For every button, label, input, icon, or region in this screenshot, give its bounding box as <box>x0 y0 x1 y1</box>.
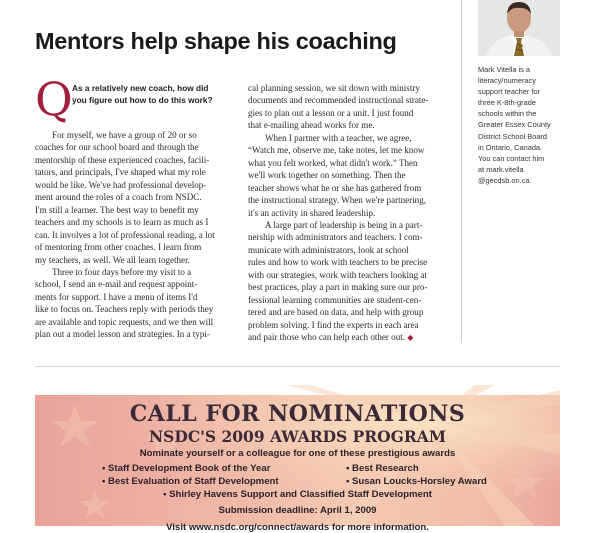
body-line-last <box>248 331 444 344</box>
body-line: municate with administrators, look at school <box>248 244 409 255</box>
body-line: we'll work together on something. Then the <box>248 170 406 181</box>
banner-title: CALL FOR NOMINATIONS <box>129 401 466 427</box>
body-line: teachers and my schools is to learn as much as I <box>35 217 209 228</box>
body-line: For myself, we have a group of 20 or so <box>52 130 197 140</box>
bio-line: three K-8th-grade <box>478 98 536 108</box>
body-line: tators, and principals, I've shaped what my role <box>35 167 206 178</box>
banner-intro: Nominate yourself or a colleague for one of these prestigious awards <box>139 448 456 459</box>
body-line: I'm still a learner. The best way to benefit my <box>35 204 199 215</box>
body-line-text: and pair those who can help each other out. <box>248 332 406 343</box>
drop-cap-q: Q <box>35 72 73 126</box>
article-column-2 <box>248 82 444 345</box>
body-line: best practices, play a part in making sure our pro- <box>248 282 428 293</box>
body-line: nership with administrators and teachers. I com- <box>248 232 423 243</box>
author-bio <box>478 64 562 186</box>
body-line: are available and topic requests, and we then will <box>35 316 214 327</box>
question-block <box>35 72 231 129</box>
body-line: “Watch me, observe me, take notes, let me know <box>248 145 425 156</box>
body-line: that e-mailing ahead works for me. <box>248 120 375 131</box>
body-line: tered and are based on data, and help with group <box>248 307 424 318</box>
body-line: fessional learning communities are student-cen- <box>248 294 422 305</box>
body-line: rules and how to work with teachers to be precise <box>248 257 428 268</box>
question-line: you figure out how to do this work? <box>72 95 213 105</box>
author-photo <box>478 0 560 56</box>
award-item: • Best Research <box>346 463 419 474</box>
body-line: plan out a model lesson and strategies. In a typi- <box>35 329 210 340</box>
body-line: mentorship of these experienced coaches, facili- <box>35 154 210 165</box>
body-line: would be like. We've had professional develop- <box>35 179 207 190</box>
body-line: teacher shows what he or she has gathered from <box>248 182 422 193</box>
bio-line: Mark Vitella is a <box>478 65 531 74</box>
body-line: problem solving. I find the experts in each area <box>248 319 419 330</box>
body-line: the instructional strategy. When we're partnering, <box>248 195 426 206</box>
body-line: school, I send an e-mail and request appoint- <box>35 279 198 290</box>
bio-line: Greater Essex County <box>478 120 551 130</box>
author-portrait-icon <box>478 0 560 56</box>
bio-line: at mark.vitella <box>478 164 524 174</box>
bio-line: literacy/numeracy <box>478 76 536 86</box>
body-line: Three to four days before my visit to a <box>52 266 192 277</box>
body-line: coaches for our school board and through the <box>35 142 199 153</box>
award-item: • Susan Loucks-Horsley Award <box>346 476 487 487</box>
question-line: As a relatively new coach, how did <box>72 83 209 93</box>
body-line: gies to plan out a lesson or a unit. I just found <box>248 107 414 118</box>
nominations-banner <box>35 395 560 533</box>
body-line: can. It involves a lot of professional reading, a lot <box>35 229 215 240</box>
bio-line: schools within the <box>478 109 537 119</box>
column-divider <box>461 0 462 343</box>
banner-subtitle: NSDC'S 2009 AWARDS PROGRAM <box>149 427 446 446</box>
body-line: ments for support. I have a menu of items I'd <box>35 291 198 302</box>
bio-line: @gecdsb.on.ca. <box>478 175 532 185</box>
article-column-1 <box>35 72 231 341</box>
body-line: When I partner with a teacher, we agree, <box>265 132 412 143</box>
submission-deadline: Submission deadline: April 1, 2009 <box>218 505 377 516</box>
body-line: it's an activity in shared leadership. <box>248 207 376 218</box>
bio-line: District School Board <box>478 131 548 141</box>
body-line: my teachers, as well. We all learn together. <box>35 254 190 265</box>
body-line: with our strategies, work with teachers looking at <box>248 269 427 280</box>
bio-line: You can contact him <box>478 153 545 163</box>
section-divider <box>35 366 560 367</box>
body-line: documents and recommended instructional strate- <box>248 95 429 106</box>
body-line: A large part of leadership is being in a part- <box>265 219 423 230</box>
body-line: like to focus on. Teachers reply with periods they <box>35 304 214 315</box>
body-line: cal planning session, we sit down with ministry <box>248 83 420 93</box>
interview-question <box>72 82 213 106</box>
article-title: Mentors help shape his coaching <box>35 28 397 54</box>
body-line: what you felt worked, what didn't work.” Then <box>248 157 418 168</box>
end-mark-icon: ◆ <box>407 333 414 343</box>
bio-line: support teacher for <box>478 87 541 97</box>
award-item: • Staff Development Book of the Year <box>102 463 271 474</box>
body-line: ment around the roles of a coach from NSDC. <box>35 192 202 203</box>
bio-line: in Ontario, Canada. <box>478 142 543 152</box>
award-item: • Shirley Havens Support and Classified Staff Development <box>163 489 432 500</box>
more-info-link[interactable]: Visit www.nsdc.org/connect/awards for more information. <box>166 522 429 533</box>
body-line: of mentoring from other coaches. I learn from <box>35 242 202 253</box>
award-item: • Best Evaluation of Staff Development <box>102 476 279 487</box>
